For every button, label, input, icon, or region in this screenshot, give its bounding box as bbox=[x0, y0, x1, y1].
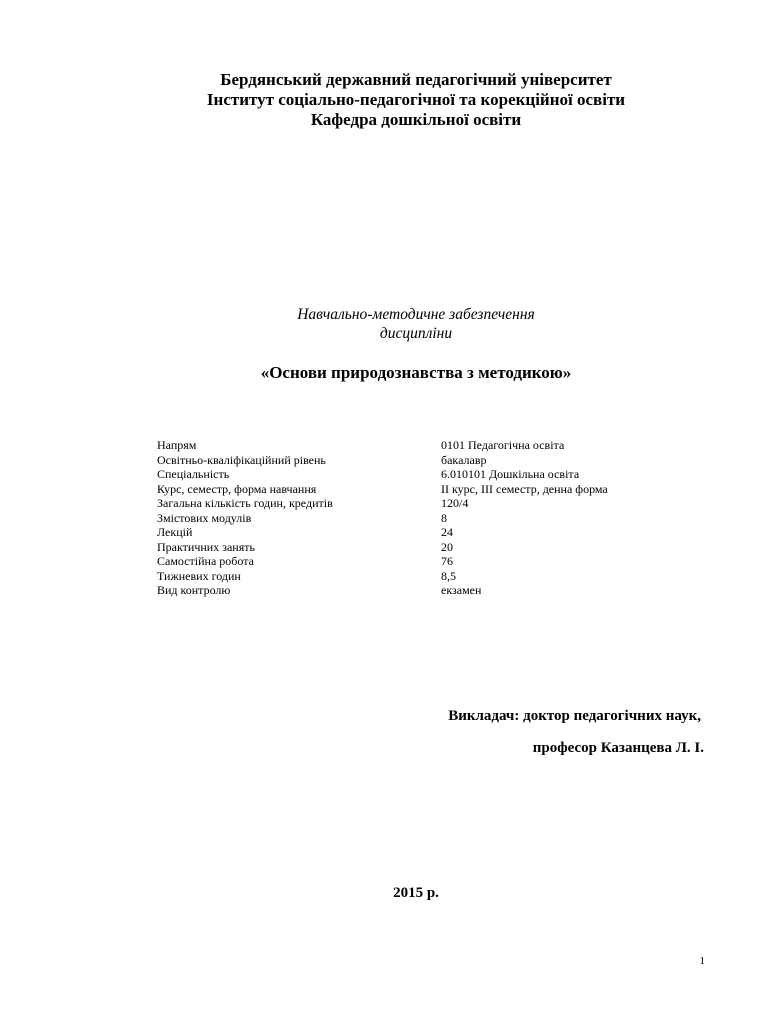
table-row bbox=[157, 540, 681, 555]
row-value: 8,5 bbox=[441, 568, 456, 583]
row-value: 0101 Педагогічна освіта bbox=[441, 438, 565, 452]
row-value: 24 bbox=[441, 525, 453, 539]
row-value: 76 bbox=[441, 554, 453, 568]
teacher-name: професор Казанцева Л. І. bbox=[532, 740, 704, 756]
table-row bbox=[157, 554, 681, 569]
teacher-degree: Викладач: доктор педагогічних наук, bbox=[448, 708, 701, 724]
page-number: 1 bbox=[699, 955, 705, 967]
row-label: Курс, семестр, форма навчання bbox=[157, 481, 317, 496]
row-label: Практичних занять bbox=[157, 539, 255, 554]
table-row bbox=[157, 438, 681, 453]
document-year: 2015 р. bbox=[393, 885, 439, 901]
document-subtitle bbox=[0, 305, 768, 343]
table-row bbox=[157, 467, 681, 482]
row-label: Лекцій bbox=[157, 525, 193, 539]
row-label: Напрям bbox=[157, 438, 197, 452]
row-value: 6.010101 Дошкільна освіта bbox=[441, 467, 580, 481]
row-label: Змістових модулів bbox=[157, 510, 252, 525]
row-value: 8 bbox=[441, 510, 447, 525]
course-info-table bbox=[157, 438, 681, 598]
row-label: Освітньо-кваліфікаційний рівень bbox=[157, 452, 326, 467]
row-value: ІІ курс, ІІІ семестр, денна форма bbox=[441, 481, 608, 496]
department-name: Кафедра дошкільної освіти bbox=[310, 110, 522, 129]
table-row bbox=[157, 583, 681, 598]
row-value: 20 bbox=[441, 539, 453, 554]
row-label: Загальна кількість годин, кредитів bbox=[157, 496, 333, 510]
row-value: екзамен bbox=[441, 583, 482, 597]
institute-name: Інститут соціально-педагогічної та корекційної освіти bbox=[206, 90, 626, 109]
row-label: Самостійна робота bbox=[157, 554, 254, 568]
table-row bbox=[157, 569, 681, 584]
subtitle-line-1: Навчально-методичне забезпечення bbox=[297, 306, 535, 323]
table-row bbox=[157, 482, 681, 497]
title-block bbox=[0, 70, 768, 130]
table-row bbox=[157, 511, 681, 526]
row-label: Спеціальність bbox=[157, 467, 230, 481]
table-row bbox=[157, 453, 681, 468]
row-label: Вид контролю bbox=[157, 583, 231, 597]
row-value: 120/4 bbox=[441, 496, 469, 510]
row-label: Тижневих годин bbox=[157, 568, 241, 583]
course-title: «Основи природознавства з методикою» bbox=[260, 363, 572, 382]
table-row bbox=[157, 525, 681, 540]
subtitle-line-2: дисципліни bbox=[379, 325, 453, 342]
row-value: бакалавр bbox=[441, 452, 487, 467]
university-name: Бердянський державний педагогічний університет bbox=[220, 70, 612, 89]
table-row bbox=[157, 496, 681, 511]
